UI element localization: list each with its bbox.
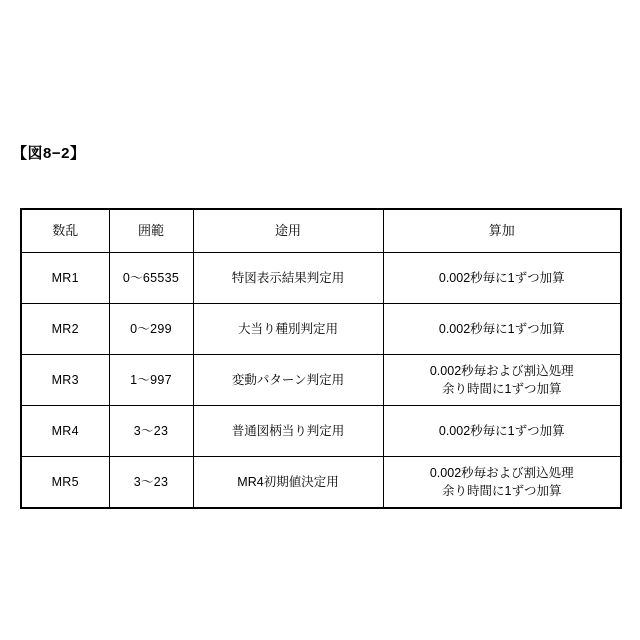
cell-add [383,457,621,509]
cell-name-text: MR5 [51,474,79,489]
figure-label: 【図8−2】 [12,145,86,162]
table-header-row [21,209,621,253]
column-header-use-text: 途用 [274,222,301,238]
random-number-table [20,208,622,509]
cell-name [21,406,109,457]
table-row [21,253,621,304]
cell-add-text: 0.002秒毎に1ずつ加算 [438,423,565,438]
cell-range-text: 0〜65535 [122,270,180,285]
column-header-range [109,209,193,253]
cell-range [109,355,193,406]
cell-name-text: MR2 [51,321,79,336]
cell-name [21,304,109,355]
cell-range-text: 1〜997 [130,372,172,387]
cell-range [109,253,193,304]
cell-use [193,253,383,304]
cell-name [21,457,109,509]
cell-add [383,406,621,457]
cell-range-text: 3〜23 [133,423,169,438]
cell-name-text: MR4 [51,423,79,438]
cell-range [109,304,193,355]
cell-range [109,457,193,509]
column-header-use [193,209,383,253]
cell-name [21,355,109,406]
column-header-add [383,209,621,253]
cell-range [109,406,193,457]
random-number-table-container [20,208,620,509]
column-header-name [21,209,109,253]
cell-use-text: 特図表示結果判定用 [231,270,345,285]
column-header-range-text: 囲範 [137,222,164,238]
cell-range-text: 3〜23 [133,474,169,489]
cell-name-text: MR1 [51,270,79,285]
cell-add [383,253,621,304]
cell-use-text: 大当り種別判定用 [237,321,338,336]
cell-use-text: 普通図柄当り判定用 [231,423,345,438]
cell-use [193,457,383,509]
table-row [21,304,621,355]
cell-range-text: 0〜299 [130,321,172,336]
cell-add-text: 0.002秒毎および割込処理 余り時間に1ずつ加算 [429,465,574,498]
column-header-name-text: 数乱 [52,222,79,238]
cell-name [21,253,109,304]
cell-add-text: 0.002秒毎に1ずつ加算 [438,321,565,336]
cell-use-text: MR4初期値決定用 [237,474,339,489]
table-row [21,457,621,509]
table-row [21,355,621,406]
cell-use [193,355,383,406]
cell-name-text: MR3 [51,372,79,387]
cell-add [383,304,621,355]
cell-add-text: 0.002秒毎に1ずつ加算 [438,270,565,285]
cell-use-text: 変動パターン判定用 [231,372,345,387]
cell-add [383,355,621,406]
table-row [21,406,621,457]
table-body [21,253,621,509]
cell-use [193,304,383,355]
column-header-add-text: 算加 [488,222,515,238]
cell-add-text: 0.002秒毎および割込処理 余り時間に1ずつ加算 [429,363,574,396]
table-header [21,209,621,253]
cell-use [193,406,383,457]
